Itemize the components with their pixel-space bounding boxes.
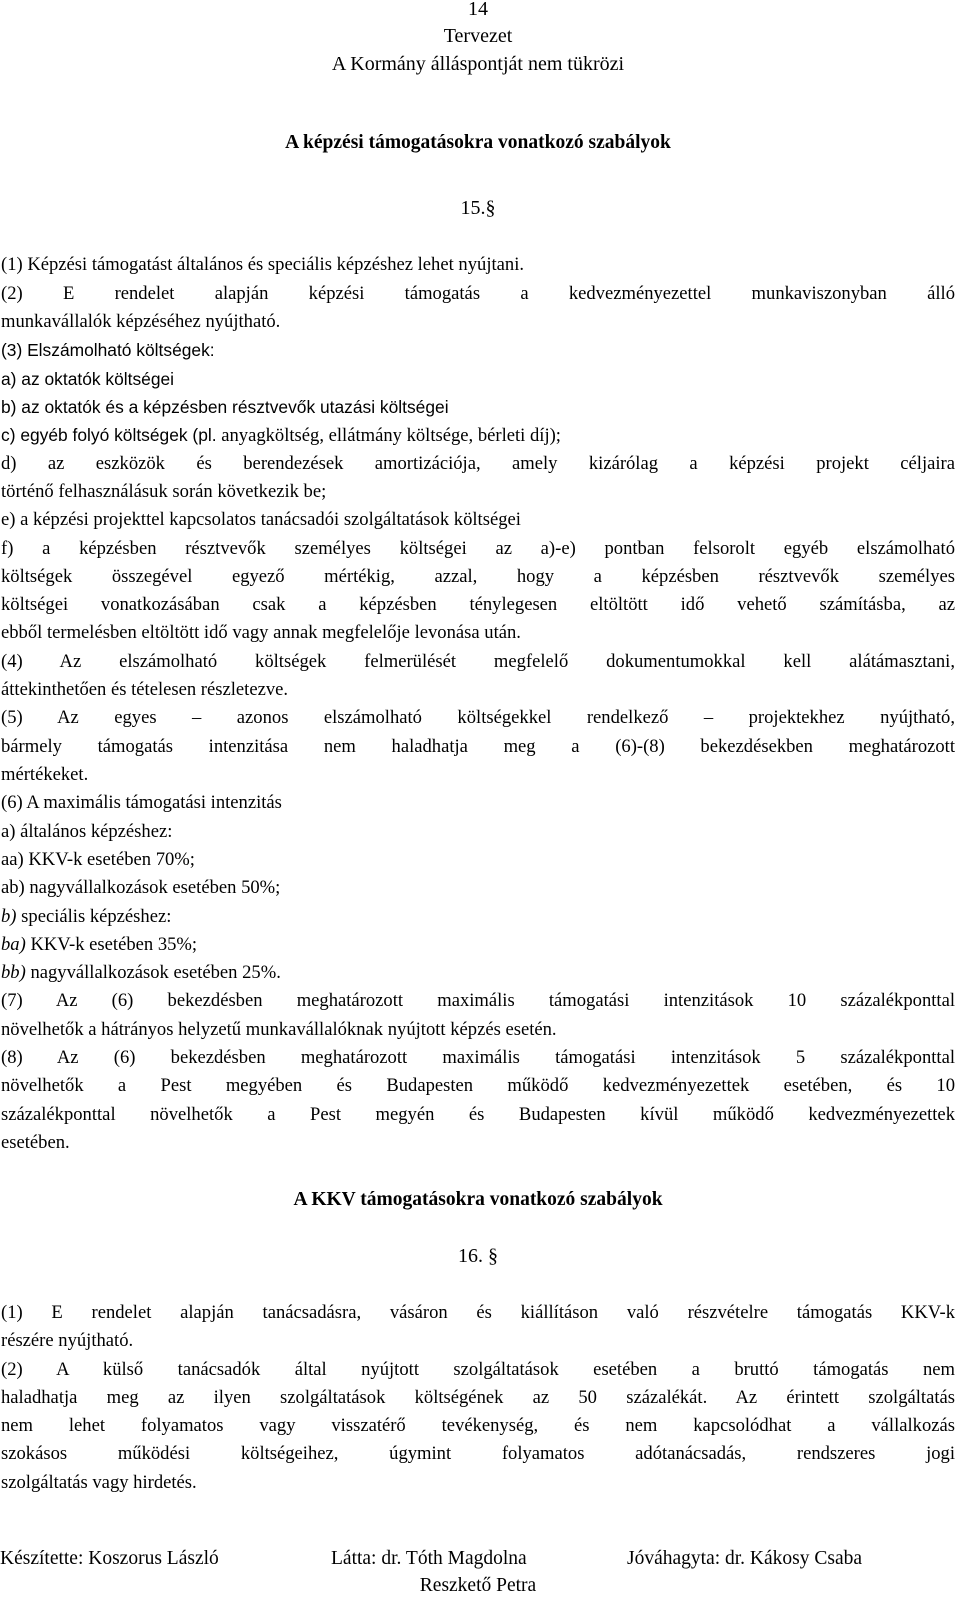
text-line: esetében. — [1, 1132, 70, 1153]
text-line: növelhetők a Pest megyében és Budapesten működő kedvezményezettek esetében, és 10 — [1, 1075, 955, 1096]
text-line: áttekinthetően és tételesen részletezve. — [1, 679, 289, 700]
text-line: szolgáltatás vagy hirdetés. — [1, 1472, 197, 1493]
text-line: f) a képzésben résztvevők személyes költségei az a)-e) pontban felsorolt egyéb elszámolható — [1, 538, 955, 559]
text-line: növelhetők a hátrányos helyzetű munkavállalóknak nyújtott képzés esetén. — [1, 1019, 557, 1040]
text-line: haladhatja meg az ilyen szolgáltatások költségének az 50 százalékát. Az érintett szolgáltatás — [1, 1387, 955, 1408]
paragraph-number: 15.§ — [460, 197, 496, 219]
text-line: munkavállalók képzéséhez nyújtható. — [1, 311, 281, 332]
page-number: 14 — [468, 0, 488, 20]
text-line-segment: speciális képzéshez: — [21, 906, 172, 927]
text-line: költségei vonatkozásában csak a képzésben ténylegesen eltöltött idő vehető számításba, az — [1, 594, 955, 615]
text-line: szokásos működési költségeihez, úgymint folyamatos adótanácsadás, rendszeres jogi — [1, 1443, 955, 1464]
text-line: ab) nagyvállalkozások esetében 50%; — [1, 877, 281, 898]
text-line: e) a képzési projekttel kapcsolatos tanácsadói szolgáltatások költségei — [1, 509, 521, 530]
footer-second-line: Reszkető Petra — [419, 1575, 537, 1596]
text-line: (3) Elszámolható költségek: — [1, 340, 215, 360]
text-line: (1) E rendelet alapján tanácsadásra, vásáron és kiállításon való részvételre támogatás KKV-k — [1, 1302, 955, 1323]
footer-prepared-by: Készítette: Koszorus László — [0, 1548, 219, 1569]
text-line: a) általános képzéshez: — [1, 821, 173, 842]
text-line: (2) A külső tanácsadók által nyújtott szolgáltatások esetében a bruttó támogatás nem — [1, 1359, 955, 1380]
text-line: (8) Az (6) bekezdésben meghatározott maximális támogatási intenzitások 5 százalékponttal — [1, 1047, 955, 1068]
text-line: aa) KKV-k esetében 70%; — [1, 849, 195, 870]
text-line: bármely támogatás intenzitása nem haladhatja meg a (6)-(8) bekezdésekben meghatározott — [1, 736, 955, 757]
text-line: (2) E rendelet alapján képzési támogatás a kedvezményezettel munkaviszonyban álló — [1, 283, 955, 304]
footer-seen-by: Látta: dr. Tóth Magdolna — [331, 1548, 527, 1569]
text-line: nem lehet folyamatos vagy visszatérő tevékenység, és nem kapcsolódhat a vállalkozás — [1, 1415, 955, 1436]
text-line: b) az oktatók és a képzésben résztvevők utazási költségei — [1, 397, 449, 417]
list-marker: bb) — [1, 962, 26, 983]
paragraph-number: 16. § — [458, 1245, 498, 1267]
text-line — [1, 904, 955, 930]
text-line: a) az oktatók költségei — [1, 369, 175, 389]
text-line: (1) Képzési támogatást általános és speciális képzéshez lehet nyújtani. — [1, 254, 525, 275]
text-line: százalékponttal növelhetők a Pest megyén és Budapesten kívül működő kedvezményezettek — [1, 1104, 955, 1125]
draft-label: Tervezet — [443, 25, 513, 47]
text-line: költségek összegével egyező mértékig, azzal, hogy a képzésben résztvevők személyes — [1, 566, 955, 587]
list-marker: b) — [1, 906, 17, 927]
text-line — [1, 932, 955, 958]
text-line: mértékeket. — [1, 764, 89, 785]
text-line: ebből termelésben eltöltött idő vagy annak megfelelője levonása után. — [1, 622, 521, 643]
list-marker: ba) — [1, 934, 26, 955]
text-line-segment: c) egyéb folyó költségek (pl. — [1, 425, 217, 445]
text-line: (4) Az elszámolható költségek felmerülését megfelelő dokumentumokkal kell alátámasztani, — [1, 651, 955, 672]
text-line: (7) Az (6) bekezdésben meghatározott maximális támogatási intenzitások 10 százalékponttal — [1, 990, 955, 1011]
section-title: A képzési támogatásokra vonatkozó szabályok — [285, 132, 671, 153]
text-line-segment: nagyvállalkozások esetében 25%. — [30, 962, 281, 983]
text-line-segment: KKV-k esetében 35%; — [30, 934, 198, 955]
text-line: részére nyújtható. — [1, 1330, 134, 1351]
text-line: (5) Az egyes – azonos elszámolható költségekkel rendelkező – projektekhez nyújtható, — [1, 707, 955, 728]
text-line: (6) A maximális támogatási intenzitás — [1, 792, 282, 813]
disclaimer: A Kormány álláspontját nem tükrözi — [331, 53, 625, 75]
text-line: történő felhasználásuk során következik be; — [1, 481, 327, 502]
text-line — [1, 960, 955, 986]
section-title: A KKV támogatásokra vonatkozó szabályok — [293, 1189, 663, 1210]
text-line — [1, 422, 955, 449]
text-line: d) az eszközök és berendezések amortizációja, amely kizárólag a képzési projekt céljaira — [1, 453, 955, 474]
footer-approved-by: Jóváhagyta: dr. Kákosy Csaba — [627, 1548, 863, 1569]
text-line-segment: anyagköltség, ellátmány költsége, bérleti díj); — [221, 425, 561, 446]
